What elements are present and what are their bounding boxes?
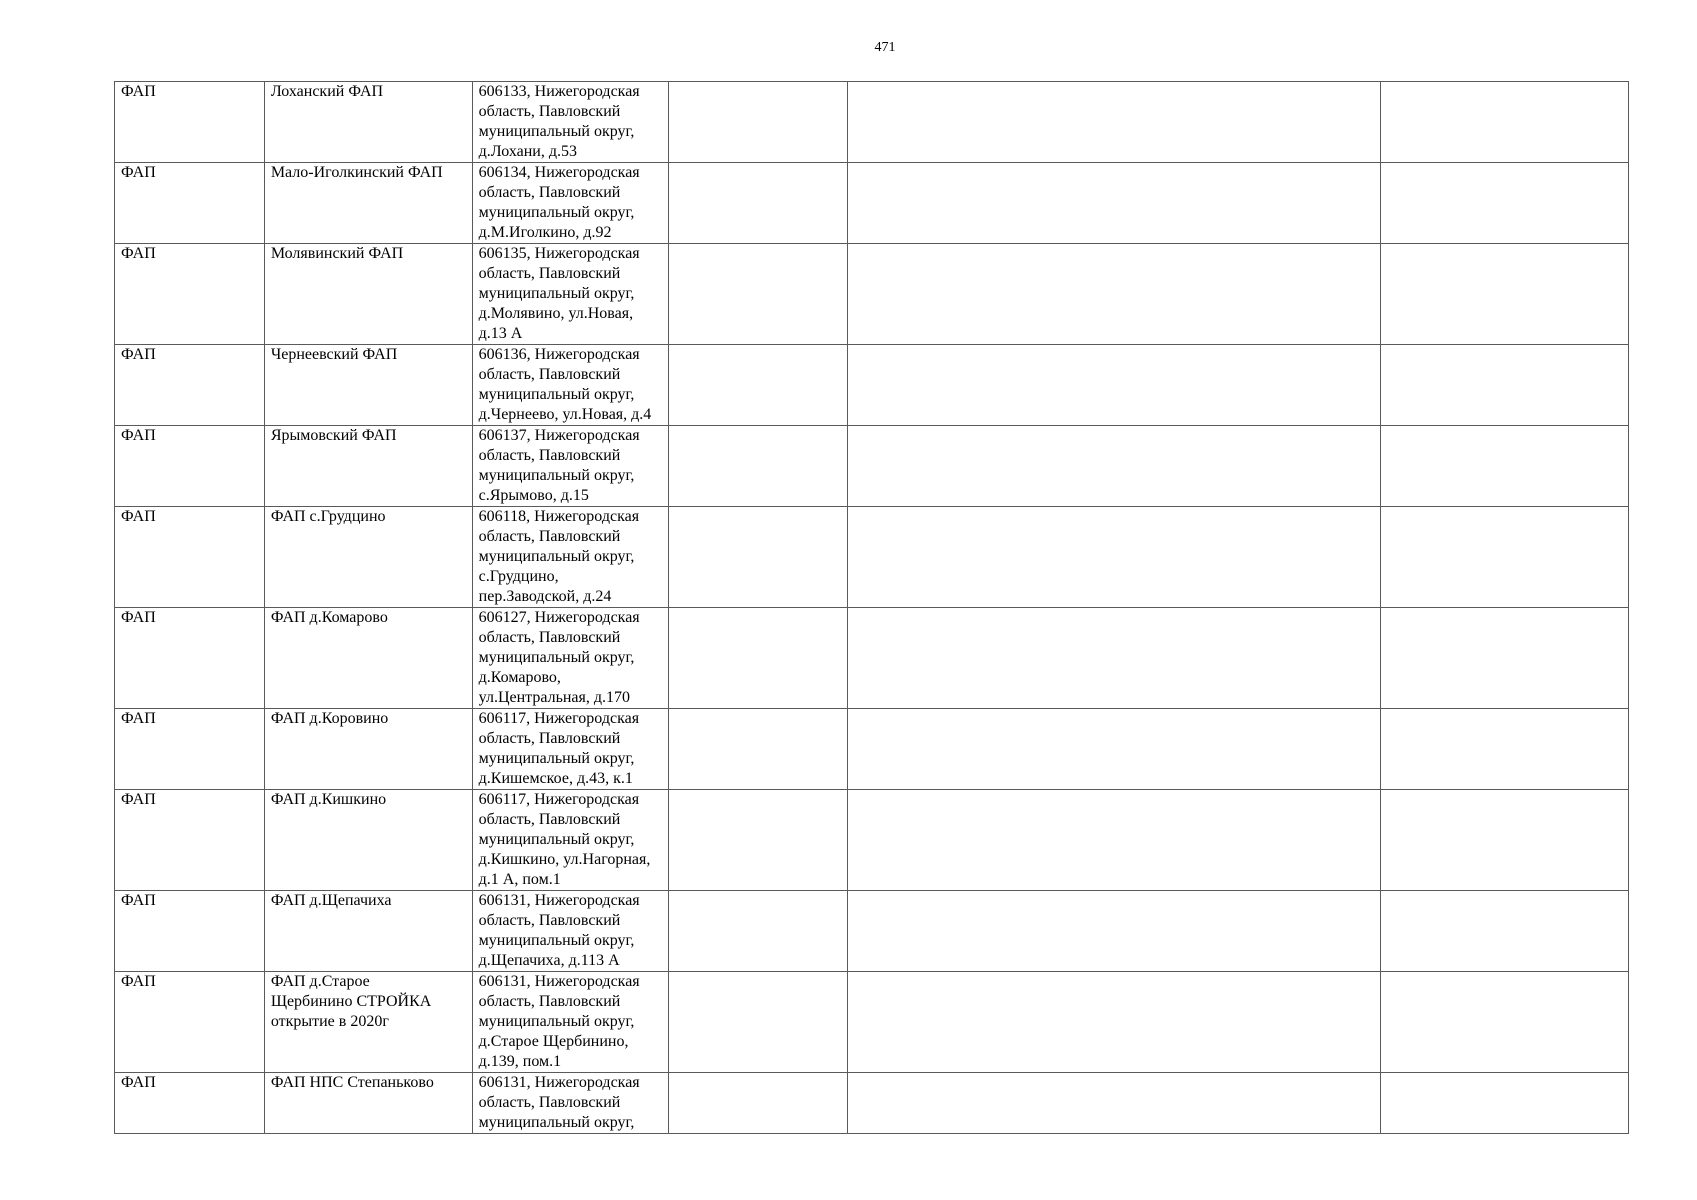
cell-type: ФАП <box>115 972 265 1073</box>
page-number: 471 <box>874 40 896 55</box>
cell-empty <box>668 345 847 426</box>
cell-empty <box>848 790 1381 891</box>
table-row <box>115 345 1629 426</box>
table-row <box>115 790 1629 891</box>
cell-type: ФАП <box>115 82 265 163</box>
cell-empty <box>668 163 847 244</box>
cell-address: 606131, Нижегородская область, Павловский муниципальный округ, д.Старое Щербинино, д.139, пом.1 <box>472 972 668 1073</box>
cell-type: ФАП <box>115 345 265 426</box>
cell-type: ФАП <box>115 709 265 790</box>
cell-empty <box>668 709 847 790</box>
cell-address: 606127, Нижегородская область, Павловский муниципальный округ, д.Комарово, ул.Центральная, д.170 <box>472 608 668 709</box>
cell-empty <box>848 163 1381 244</box>
cell-empty <box>668 244 847 345</box>
cell-address: 606134, Нижегородская область, Павловский муниципальный округ, д.М.Иголкино, д.92 <box>472 163 668 244</box>
cell-name: ФАП д.Коровино <box>264 709 472 790</box>
table-row <box>115 608 1629 709</box>
table-row <box>115 972 1629 1073</box>
table-row <box>115 891 1629 972</box>
cell-empty <box>1381 507 1629 608</box>
table-row <box>115 426 1629 507</box>
cell-empty <box>848 82 1381 163</box>
cell-name: ФАП д.Кишкино <box>264 790 472 891</box>
cell-empty <box>1381 709 1629 790</box>
cell-type: ФАП <box>115 891 265 972</box>
cell-address: 606131, Нижегородская область, Павловский муниципальный округ, <box>472 1073 668 1134</box>
cell-empty <box>1381 345 1629 426</box>
cell-empty <box>1381 163 1629 244</box>
cell-empty <box>1381 790 1629 891</box>
cell-address: 606117, Нижегородская область, Павловский муниципальный округ, д.Кишкино, ул.Нагорная, д.1 А, пом.1 <box>472 790 668 891</box>
cell-type: ФАП <box>115 507 265 608</box>
table-row <box>115 709 1629 790</box>
cell-name: Мало-Иголкинский ФАП <box>264 163 472 244</box>
cell-empty <box>848 1073 1381 1134</box>
cell-empty <box>668 82 847 163</box>
cell-name: ФАП д.Щепачиха <box>264 891 472 972</box>
cell-empty <box>1381 972 1629 1073</box>
table-row <box>115 163 1629 244</box>
table-row <box>115 507 1629 608</box>
cell-address: 606137, Нижегородская область, Павловский муниципальный округ, с.Ярымово, д.15 <box>472 426 668 507</box>
cell-empty <box>848 891 1381 972</box>
cell-type: ФАП <box>115 1073 265 1134</box>
cell-type: ФАП <box>115 163 265 244</box>
cell-name: Лоханский ФАП <box>264 82 472 163</box>
cell-empty <box>1381 426 1629 507</box>
cell-empty <box>1381 244 1629 345</box>
cell-type: ФАП <box>115 608 265 709</box>
cell-name: ФАП НПС Степаньково <box>264 1073 472 1134</box>
facility-table <box>114 81 1629 1134</box>
cell-address: 606135, Нижегородская область, Павловский муниципальный округ, д.Молявино, ул.Новая, д.13 А <box>472 244 668 345</box>
cell-address: 606118, Нижегородская область, Павловский муниципальный округ, с.Грудцино, пер.Заводской, д.24 <box>472 507 668 608</box>
cell-type: ФАП <box>115 244 265 345</box>
cell-empty <box>848 507 1381 608</box>
cell-empty <box>848 345 1381 426</box>
cell-address: 606131, Нижегородская область, Павловский муниципальный округ, д.Щепачиха, д.113 А <box>472 891 668 972</box>
cell-empty <box>848 426 1381 507</box>
cell-empty <box>1381 82 1629 163</box>
cell-name: Молявинский ФАП <box>264 244 472 345</box>
table-row <box>115 82 1629 163</box>
cell-empty <box>848 608 1381 709</box>
cell-type: ФАП <box>115 790 265 891</box>
cell-name: Ярымовский ФАП <box>264 426 472 507</box>
cell-name: ФАП д.Старое Щербинино СТРОЙКА открытие в 2020г <box>264 972 472 1073</box>
cell-empty <box>668 790 847 891</box>
cell-empty <box>1381 608 1629 709</box>
cell-empty <box>668 507 847 608</box>
cell-empty <box>668 891 847 972</box>
cell-type: ФАП <box>115 426 265 507</box>
cell-empty <box>668 972 847 1073</box>
cell-empty <box>668 1073 847 1134</box>
cell-name: Чернеевский ФАП <box>264 345 472 426</box>
cell-empty <box>1381 1073 1629 1134</box>
cell-empty <box>668 608 847 709</box>
cell-empty <box>848 709 1381 790</box>
cell-empty <box>1381 891 1629 972</box>
cell-address: 606133, Нижегородская область, Павловский муниципальный округ, д.Лохани, д.53 <box>472 82 668 163</box>
cell-empty <box>848 244 1381 345</box>
cell-empty <box>848 972 1381 1073</box>
cell-name: ФАП с.Грудцино <box>264 507 472 608</box>
table-row <box>115 1073 1629 1134</box>
cell-address: 606136, Нижегородская область, Павловский муниципальный округ, д.Чернеево, ул.Новая, д.4 <box>472 345 668 426</box>
table-row <box>115 244 1629 345</box>
cell-empty <box>668 426 847 507</box>
cell-name: ФАП д.Комарово <box>264 608 472 709</box>
cell-address: 606117, Нижегородская область, Павловский муниципальный округ, д.Кишемское, д.43, к.1 <box>472 709 668 790</box>
